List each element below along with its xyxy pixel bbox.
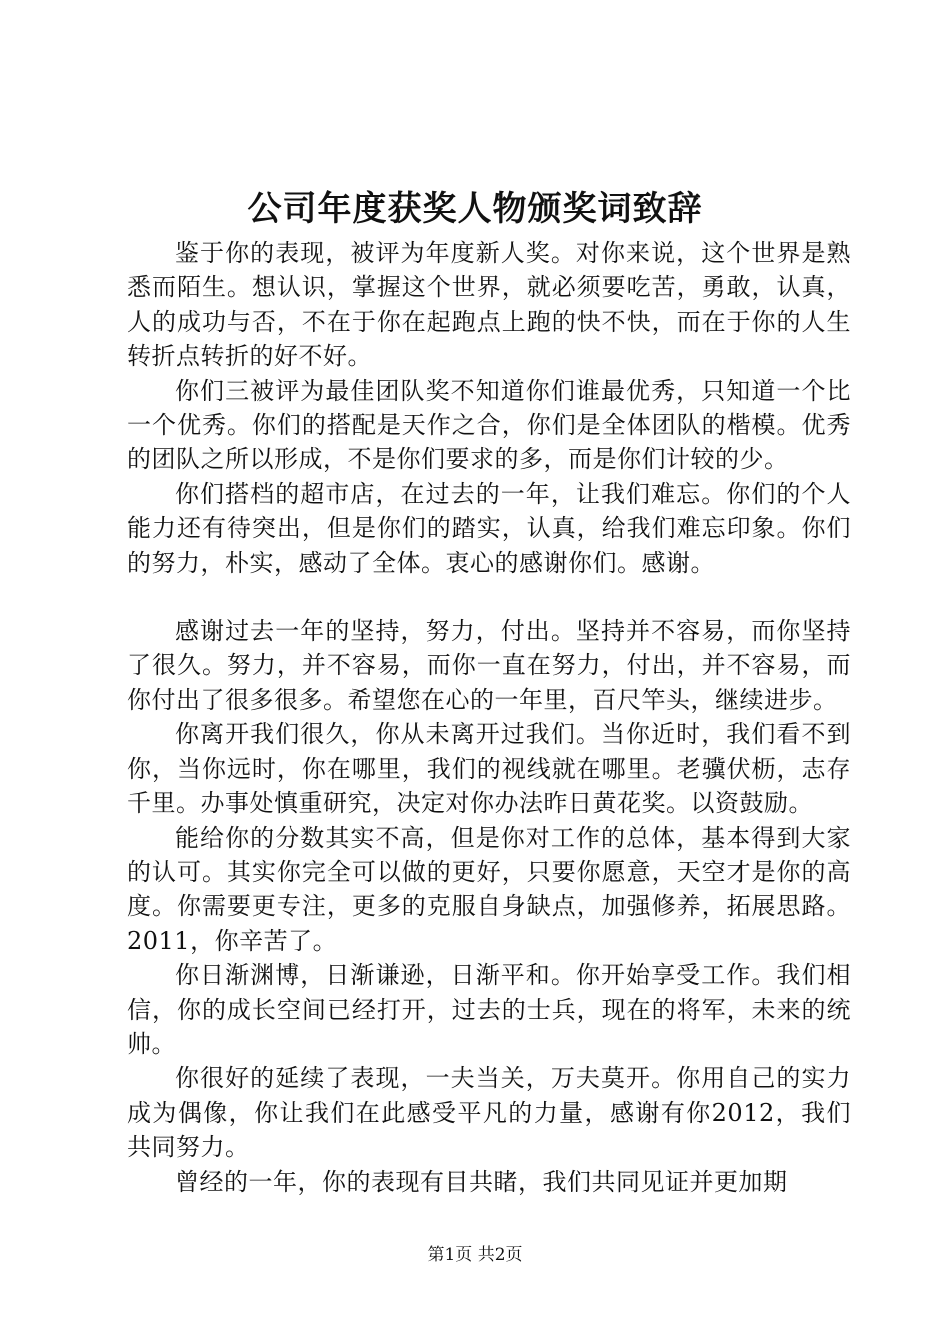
paragraph: 你们搭档的超市店，在过去的一年，让我们难忘。你们的个人能力还有待突出，但是你们的踏实，认真，给我们难忘印象。你们的努力，朴实，感动了全体。衷心的感谢你们。感谢。 <box>127 479 851 577</box>
paragraph: 你很好的延续了表现，一夫当关，万夫莫开。你用自己的实力成为偶像，你让我们在此感受平凡的力量，感谢有你2012，我们共同努力。 <box>127 1064 851 1162</box>
document-title: 公司年度获奖人物颁奖词致辞 <box>247 189 703 229</box>
paragraph: 鉴于你的表现，被评为年度新人奖。对你来说，这个世界是熟悉而陌生。想认识，掌握这个世界，就必须要吃苦，勇敢，认真，人的成功与否，不在于你在起跑点上跑的快不快，而在于你的人生转折点转折的好不好。 <box>127 239 851 371</box>
paragraph: 你们三被评为最佳团队奖不知道你们谁最优秀，只知道一个比一个优秀。你们的搭配是天作之合，你们是全体团队的楷模。优秀的团队之所以形成，不是你们要求的多，而是你们计较的少。 <box>127 376 851 474</box>
paragraph: 你离开我们很久，你从未离开过我们。当你近时，我们看不到你，当你远时，你在哪里，我们的视线就在哪里。老骥伏枥，志存千里。办事处慎重研究，决定对你办法昨日黄花奖。以资鼓励。 <box>127 720 851 818</box>
paragraph: 感谢过去一年的坚持，努力，付出。坚持并不容易，而你坚持了很久。努力，并不容易，而你一直在努力，付出，并不容易，而你付出了很多很多。希望您在心的一年里，百尺竿头，继续进步。 <box>127 617 851 714</box>
paragraph: 曾经的一年，你的表现有目共睹，我们共同见证并更加期 <box>175 1167 788 1196</box>
paragraph: 你日渐渊博，日渐谦逊，日渐平和。你开始享受工作。我们相信，你的成长空间已经打开，过去的士兵，现在的将军，未来的统帅。 <box>127 961 851 1058</box>
paragraph: 能给你的分数其实不高，但是你对工作的总体，基本得到大家的认可。其实你完全可以做的更好，只要你愿意，天空才是你的高度。你需要更专注，更多的克服自身缺点，加强修养，拓展思路。2011，你辛苦了。 <box>127 823 851 955</box>
document-body <box>127 236 851 1199</box>
paragraph-spacer <box>127 580 851 614</box>
page-number-footer: 第1页 共2页 <box>427 1245 523 1265</box>
